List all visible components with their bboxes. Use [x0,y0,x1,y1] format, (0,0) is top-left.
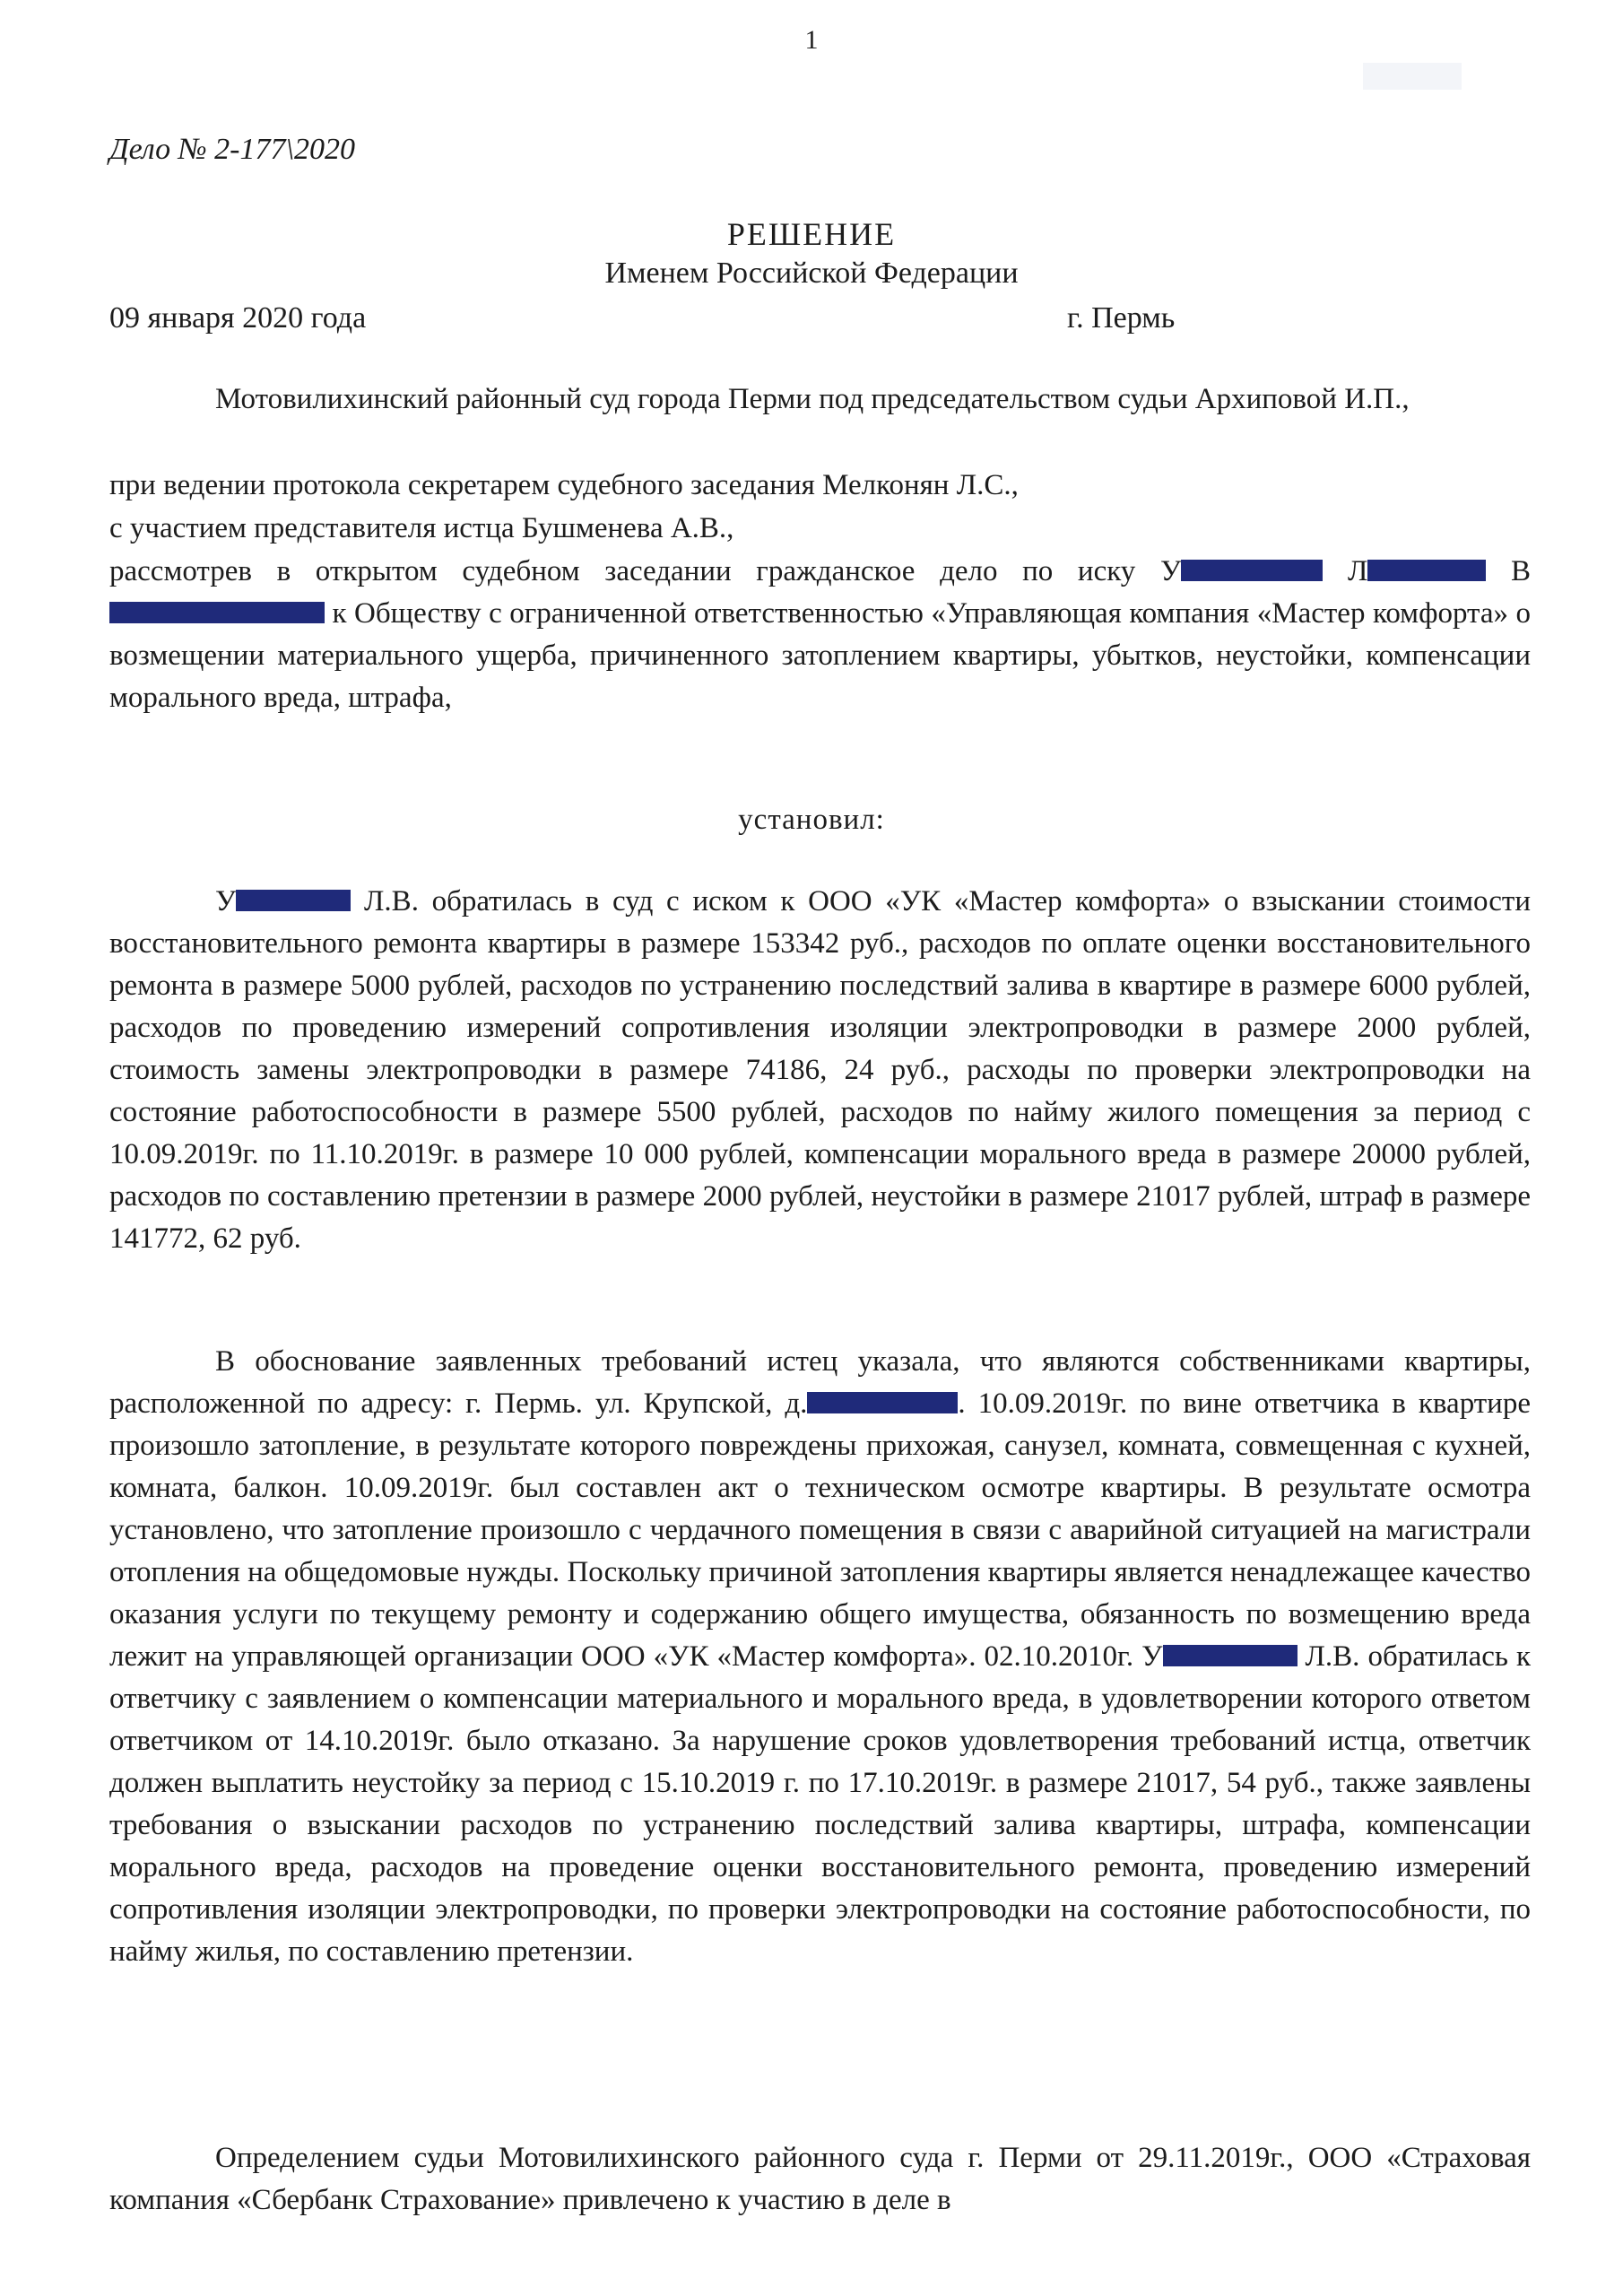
decision-city: г. Пермь [1067,301,1176,335]
intro-case-text-c: В [1511,555,1532,587]
faint-stamp-mark [1363,63,1462,90]
body-grounds-text-a: В обоснование заявленных требований истец указала, что являются собственниками квартиры, расположенной по адресу: г. Пермь. ул. Крупской, д. [109,1345,1531,1420]
body-paragraph-grounds [109,1341,1531,1973]
intro-case-text-d: к Обществу с ограниченной ответственностью «Управляющая компания «Мастер комфорта» о возмещении материального ущерба, причиненного затоплением квартиры, убытков, неустойки, компенсации морального вреда, штрафа, [109,597,1531,714]
intro-case-paragraph [109,551,1531,719]
intro-court-paragraph: Мотовилихинский районный суд города Перми под председательством судьи Архиповой И.П., [215,383,1410,415]
redaction-bar [109,602,325,623]
redaction-bar [1181,560,1323,581]
page-number: 1 [804,25,819,55]
intro-case-text-a: рассмотрев в открытом судебном заседании гражданское дело по иску У [109,555,1182,587]
decision-date: 09 января 2020 года [109,301,367,335]
case-number: Дело № 2-177\2020 [109,133,355,166]
redaction-bar [1367,560,1486,581]
section-heading-established: установил: [738,804,885,836]
intro-case-text-b: Л [1347,555,1368,587]
body-paragraph-ruling: Определением судьи Мотовилихинского районного суда г. Перми от 29.11.2019г., ООО «Страховая компания «Сбербанк Страхование» привлечено к участию в деле в [109,2142,1531,2216]
intro-representative-line: с участием представителя истца Бушменева А.В., [109,512,734,544]
document-subtitle: Именем Российской Федерации [604,257,1019,290]
intro-secretary-line: при ведении протокола секретарем судебного заседания Мелконян Л.С., [109,469,1019,501]
body-grounds-text-b: . 10.09.2019г. по вине ответчика в квартире произошло затопление, в результате которого повреждены прихожая, санузел, комната, совмещенная с кухней, комната, балкон. 10.09.2019г. был составлен акт о техническом осмотре квартиры. В результате осмотра установлено, что затопление произошло с чердачного помещения в связи с аварийной ситуацией на магистрали отопления на общедомовые нужды. Поскольку причиной затопления квартиры является ненадлежащее качество оказания услуги по текущему ремонту и содержанию общего имущества, обязанность по возмещению вреда лежит на управляющей организации ООО «УК «Мастер комфорта». 02.10.2010г. У [109,1387,1531,1673]
body-claims-text-a: У [215,885,237,918]
redaction-bar [807,1392,958,1413]
document-title: РЕШЕНИЕ [726,216,897,252]
redaction-bar [236,890,351,911]
redaction-bar [1163,1645,1298,1666]
body-grounds-text-c: Л.В. обратилась к ответчику с заявлением о компенсации материального и морального вреда, в удовлетворении которого ответом ответчиком от 14.10.2019г. было отказано. За нарушение сроков удовлетворения требований истца, ответчик должен выплатить неустойку за период с 15.10.2019 г. по 17.10.2019г. в размере 21017, 54 руб., также заявлены требования о взыскании расходов по устранению последствий залива квартиры, штрафа, компенсации морального вреда, расходов на проведение оценки восстановительного ремонта, проведению измерений сопротивления изоляции электропроводки, по проверки электропроводки на состояние работоспособности, по найму жилья, по составлению претензии. [109,1640,1531,1968]
body-claims-text-b: Л.В. обратилась в суд с иском к ООО «УК «Мастер комфорта» о взыскании стоимости восстановительного ремонта квартиры в размере 153342 руб., расходов по оплате оценки восстановительного ремонта в размере 5000 рублей, расходов по устранению последствий залива в квартире в размере 6000 рублей, расходов по проведению измерений сопротивления изоляции электропроводки в размере 2000 рублей, стоимость замены электропроводки в размере 74186, 24 руб., расходы по проверки электропроводки на состояние работоспособности в размере 5500 рублей, расходов по найму жилого помещения за период с 10.09.2019г. по 11.10.2019г. в размере 10 000 рублей, компенсации морального вреда в размере 20000 рублей, расходов по составлению претензии в размере 2000 рублей, неустойки в размере 21017 рублей, штраф в размере 141772, 62 руб. [109,885,1532,1255]
body-paragraph-claims [109,881,1531,1260]
